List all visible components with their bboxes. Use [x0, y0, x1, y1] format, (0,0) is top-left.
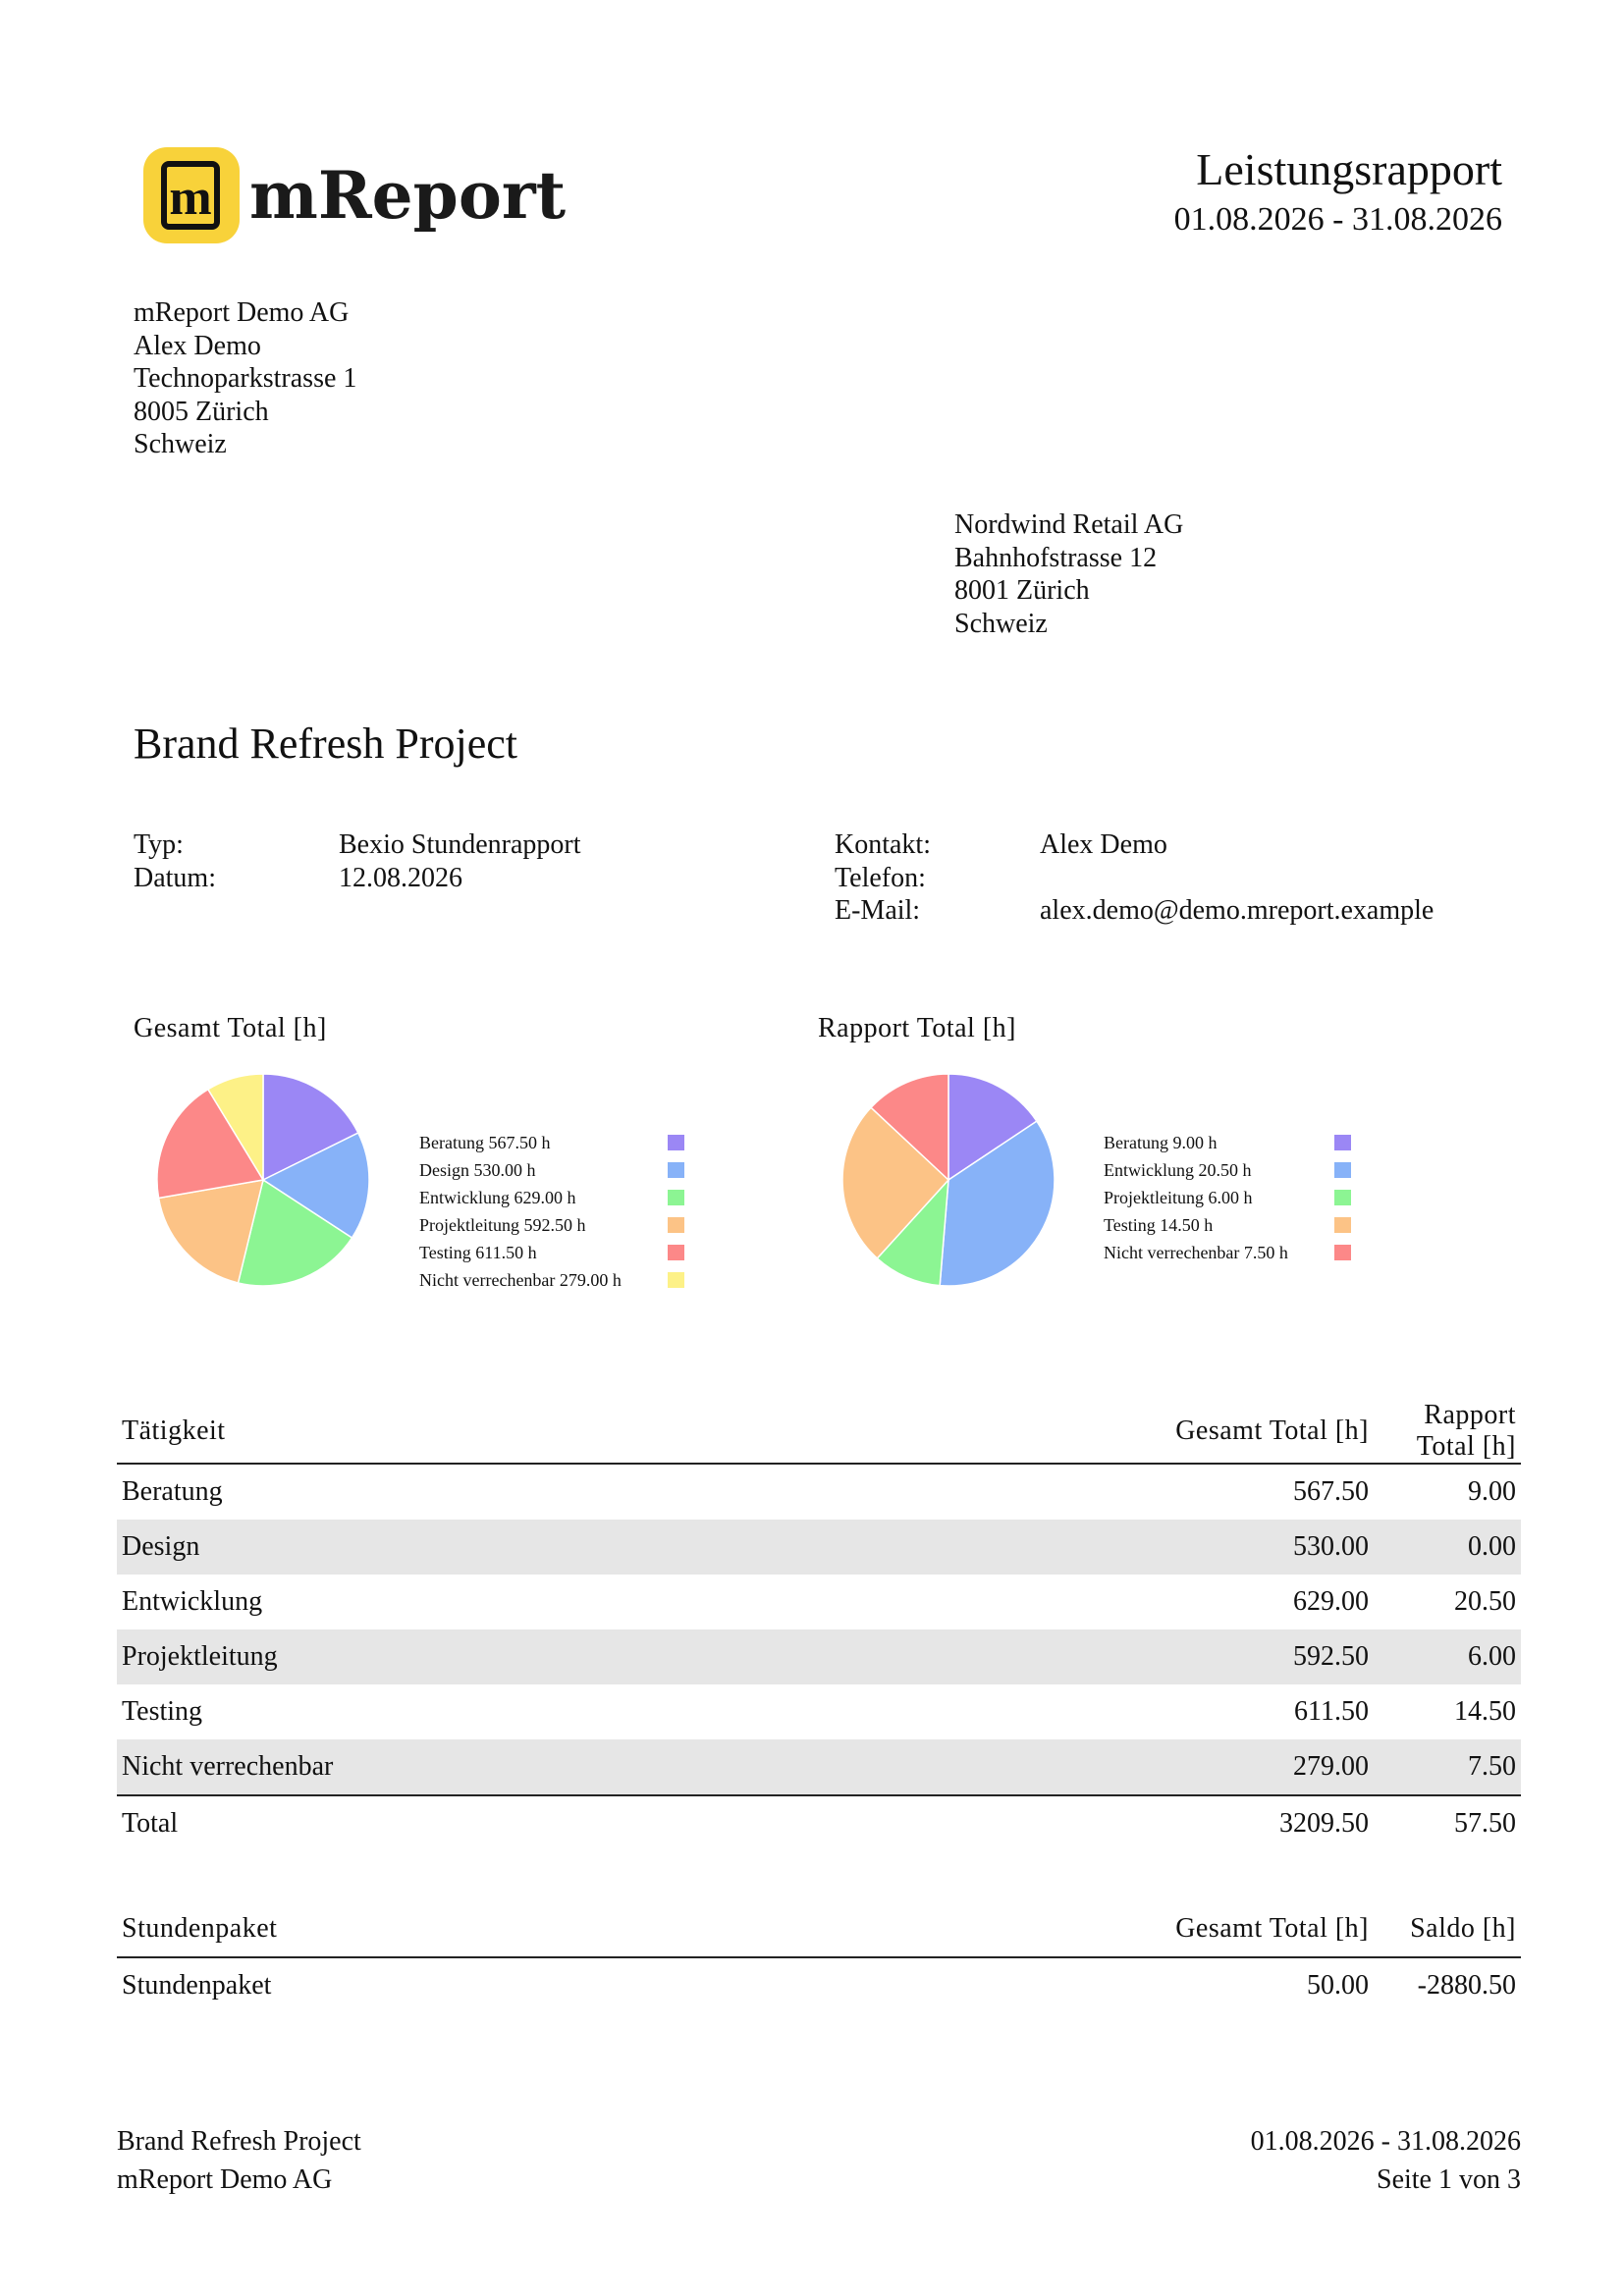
type-label: Typ:	[134, 829, 184, 860]
table-row	[117, 1575, 1521, 1629]
footer-company: mReport Demo AG	[117, 2164, 333, 2195]
cell-rapport: 7.50	[1374, 1739, 1521, 1795]
cell-package: Stundenpaket	[122, 1970, 272, 2001]
legend-swatch	[1334, 1162, 1351, 1178]
table-header-row	[117, 1901, 1521, 1957]
cell-saldo: -2880.50	[1417, 1970, 1516, 2001]
legend-item	[419, 1239, 684, 1266]
chart-title-gesamt: Gesamt Total [h]	[134, 1013, 327, 1043]
brand-name: mReport	[249, 157, 567, 234]
sender-address	[134, 296, 356, 461]
legend-item	[1104, 1239, 1351, 1266]
phone-label: Telefon:	[835, 862, 926, 893]
cell-rapport: 9.00	[1468, 1476, 1516, 1507]
footer-page-number: Seite 1 von 3	[1377, 2164, 1521, 2195]
cell-gesamt: 530.00	[1010, 1520, 1374, 1575]
legend-label: Nicht verrechenbar 279.00 h	[419, 1270, 622, 1290]
project-title: Brand Refresh Project	[134, 720, 517, 768]
brand-logo	[143, 147, 566, 243]
recipient-line: Bahnhofstrasse 12	[954, 542, 1158, 573]
chart-title-rapport: Rapport Total [h]	[818, 1013, 1016, 1043]
legend-item	[419, 1211, 684, 1239]
legend-item	[419, 1129, 684, 1156]
table-row	[117, 1957, 1521, 2013]
cell-activity: Projektleitung	[117, 1629, 1010, 1684]
legend-label: Design 530.00 h	[419, 1160, 536, 1180]
table-row	[117, 1684, 1521, 1739]
recipient-line: Schweiz	[954, 608, 1048, 639]
cell-activity: Entwicklung	[122, 1586, 263, 1617]
legend-item	[419, 1156, 684, 1184]
meta-right	[835, 828, 1434, 928]
cell-rapport: 6.00	[1374, 1629, 1521, 1684]
email-label: E-Mail:	[835, 895, 921, 926]
legend-swatch	[1334, 1217, 1351, 1233]
legend-item	[1104, 1184, 1351, 1211]
legend-label: Entwicklung 629.00 h	[419, 1188, 576, 1207]
cell-gesamt: 279.00	[1010, 1739, 1374, 1795]
date-label: Datum:	[134, 862, 216, 893]
activity-table	[117, 1400, 1521, 1851]
recipient-line: 8001 Zürich	[954, 575, 1090, 606]
legend-label: Projektleitung 592.50 h	[419, 1215, 586, 1235]
legend-label: Beratung 9.00 h	[1104, 1133, 1218, 1152]
footer-left	[117, 2122, 361, 2199]
cell-gesamt: 611.50	[1294, 1696, 1369, 1727]
email-value[interactable]: alex.demo@demo.mreport.example	[1040, 895, 1435, 926]
logo-letter: m	[161, 161, 220, 230]
legend-item	[1104, 1211, 1351, 1239]
document-period: 01.08.2026 - 31.08.2026	[1173, 201, 1502, 238]
legend-item	[1104, 1156, 1351, 1184]
legend-item	[1104, 1129, 1351, 1156]
footer-period: 01.08.2026 - 31.08.2026	[1250, 2126, 1521, 2157]
total-gesamt: 3209.50	[1010, 1795, 1374, 1851]
footer-right	[1251, 2122, 1521, 2199]
legend-label: Entwicklung 20.50 h	[1104, 1160, 1252, 1180]
package-table	[117, 1901, 1521, 2013]
cell-activity: Beratung	[122, 1476, 223, 1507]
cell-rapport: 14.50	[1454, 1696, 1516, 1727]
footer-project: Brand Refresh Project	[117, 2126, 361, 2157]
legend-label: Testing 14.50 h	[1104, 1215, 1214, 1235]
legend-swatch	[1334, 1245, 1351, 1260]
header-saldo: Saldo [h]	[1374, 1901, 1521, 1957]
table-total-row	[117, 1795, 1521, 1851]
legend-swatch	[668, 1135, 684, 1150]
legend-swatch	[1334, 1135, 1351, 1150]
cell-gesamt: 567.50	[1293, 1476, 1369, 1507]
total-rapport: 57.50	[1374, 1795, 1521, 1851]
legend-label: Projektleitung 6.00 h	[1104, 1188, 1253, 1207]
contact-label: Kontakt:	[835, 829, 931, 860]
cell-rapport: 0.00	[1374, 1520, 1521, 1575]
table-row	[117, 1520, 1521, 1575]
cell-rapport: 20.50	[1454, 1586, 1516, 1617]
legend-swatch	[668, 1162, 684, 1178]
table-header-row	[117, 1400, 1521, 1464]
header-rapport-total: Rapport Total [h]	[1374, 1400, 1521, 1464]
recipient-line: Nordwind Retail AG	[954, 509, 1184, 540]
sender-line: 8005 Zürich	[134, 396, 269, 427]
meta-left	[134, 828, 581, 894]
legend-label: Beratung 567.50 h	[419, 1133, 551, 1152]
cell-activity: Testing	[122, 1696, 203, 1727]
legend-item	[419, 1184, 684, 1211]
cell-activity: Nicht verrechenbar	[117, 1739, 1010, 1795]
cell-gesamt: 50.00	[1307, 1970, 1369, 2001]
contact-value: Alex Demo	[1040, 829, 1167, 860]
legend-swatch	[668, 1245, 684, 1260]
total-label: Total	[117, 1795, 1010, 1851]
cell-activity: Design	[117, 1520, 1010, 1575]
legend-gesamt	[419, 1129, 684, 1294]
header-gesamt-total: Gesamt Total [h]	[1010, 1400, 1374, 1464]
cell-gesamt: 629.00	[1293, 1586, 1369, 1617]
recipient-address	[954, 508, 1183, 640]
header-package: Stundenpaket	[117, 1901, 1010, 1957]
legend-label: Testing 611.50 h	[419, 1243, 537, 1262]
pie-chart-gesamt	[155, 1072, 371, 1288]
header-gesamt-total: Gesamt Total [h]	[1010, 1901, 1374, 1957]
logo-icon	[143, 147, 240, 243]
sender-line: Technoparkstrasse 1	[134, 363, 357, 394]
header-activity: Tätigkeit	[117, 1400, 1010, 1464]
cell-gesamt: 592.50	[1010, 1629, 1374, 1684]
legend-rapport	[1104, 1129, 1351, 1266]
sender-line: mReport Demo AG	[134, 297, 350, 328]
sender-line: Alex Demo	[134, 330, 261, 361]
legend-swatch	[668, 1217, 684, 1233]
legend-label: Nicht verrechenbar 7.50 h	[1104, 1243, 1288, 1262]
legend-item	[419, 1266, 684, 1294]
table-row	[117, 1739, 1521, 1795]
table-row	[117, 1629, 1521, 1684]
legend-swatch	[668, 1190, 684, 1205]
sender-line: Schweiz	[134, 429, 227, 459]
type-value: Bexio Stundenrapport	[339, 829, 581, 860]
document-title: Leistungsrapport	[1196, 144, 1502, 194]
legend-swatch	[668, 1272, 684, 1288]
pie-chart-rapport	[840, 1072, 1056, 1288]
legend-swatch	[1334, 1190, 1351, 1205]
date-value: 12.08.2026	[339, 862, 462, 893]
table-row	[117, 1464, 1521, 1520]
